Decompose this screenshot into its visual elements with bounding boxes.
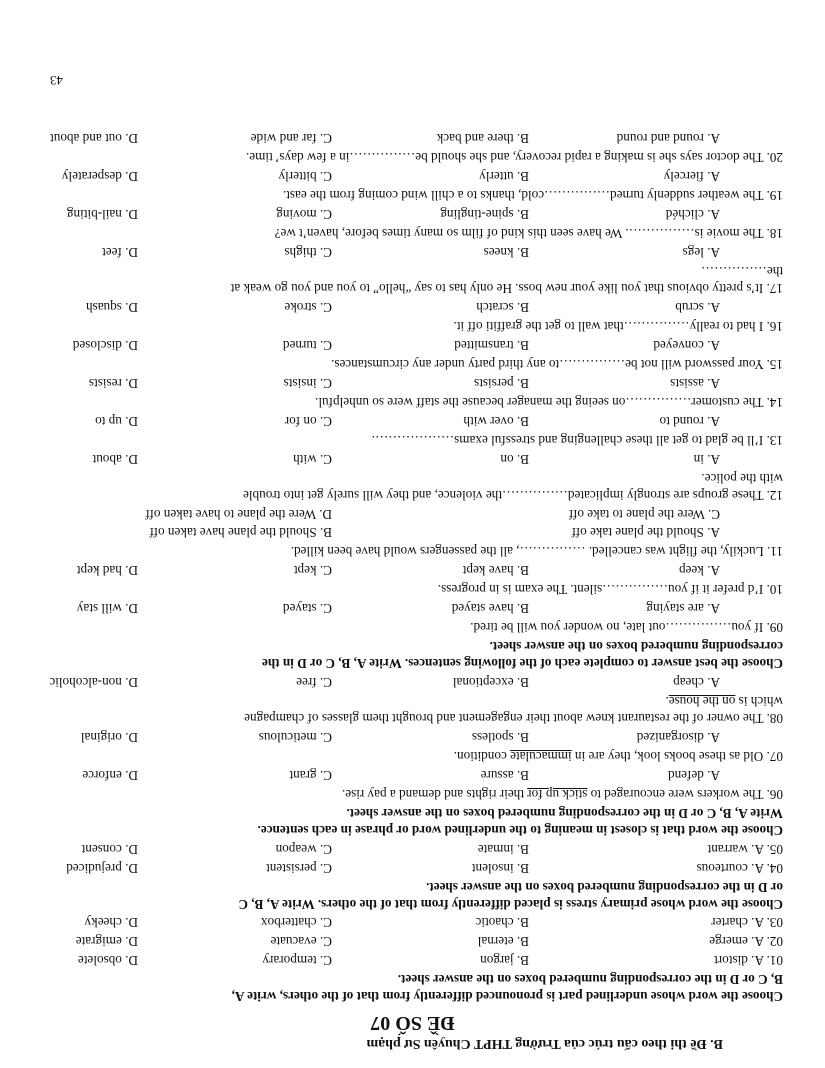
q13-option-b: B. over with (463, 414, 529, 429)
q14-option-c: C. insists (283, 376, 332, 391)
q15-stem: 15. Your password will not be……………to any third party under any circumstances. (331, 357, 783, 372)
section-meaning-instruction: Choose the word that is closest in meaning to the underlined word or phrase in each sentence. (257, 823, 783, 838)
section-meaning-instruction-cont: Write A, B, C or D in the corresponding numbered boxes on the answer sheet. (346, 806, 783, 821)
q15-option-a: A. conveyed (653, 338, 720, 353)
q07-stem: 07. Old as these books look, they are in immaculate condition. (453, 749, 783, 764)
q11-option-a: A. Should the plane take off (571, 525, 720, 540)
q17-stem: 17. It’s pretty obvious that you like your new boss. He only has to say “hello” to you and you go weak at (230, 281, 783, 296)
q18-stem: 18. The movie is……………. We have seen this kind of film so many times before, haven’t we? (274, 226, 783, 241)
q04-option-b: B. insolent (471, 861, 529, 876)
q09-stem: 09. If you……………out late, no wonder you will be tired. (470, 620, 783, 635)
q06-underlined-phrase: stick up for (527, 787, 588, 802)
q18-option-b: B. spine-tingling (440, 207, 529, 222)
section-pronunciation-instruction: Choose the word whose underlined part is pronounced differently from that of the others, write A, (231, 989, 783, 1004)
q19-option-c: C. bitterly (278, 169, 332, 184)
q19-option-b: B. utterly (479, 169, 529, 184)
exam-source: B. Đề thi theo cấu trúc của Trường THPT Chuyên Sư phạm (366, 1036, 723, 1051)
q20-stem: 20. The doctor says she is making a rapid recovery, and she should be……………in a few days’ time. (245, 150, 783, 165)
q10-option-b: B. have kept (462, 563, 529, 578)
q18-option-c: C. moving (276, 207, 332, 222)
q19-stem: 19. The weather suddenly turned……………cold, thanks to a chill wind coming from the east. (282, 188, 783, 203)
q20-option-c: C. far and wide (250, 131, 332, 146)
q10-option-a: A. keep (678, 563, 720, 578)
q08-stem: 08. The owner of the restaurant knew about their engagement and brought them glasses of champagne (244, 711, 783, 726)
page-number: 43 (50, 73, 63, 88)
q10-option-d: D. had kept (76, 563, 138, 578)
q02-option-a: 02. A. emerge (709, 934, 783, 949)
q03-option-c: C. chatterbox (260, 915, 332, 930)
q07-option-b: B. spotless (471, 730, 529, 745)
section-stress-instruction-cont: or D in the corresponding numbered boxes on the answer sheet. (426, 880, 783, 895)
q13-option-a: A. round to (659, 414, 720, 429)
q08-option-d: D. non-alcoholic (49, 675, 138, 690)
q09-option-d: D. will stay (76, 601, 138, 616)
q09-option-c: C. stayed (282, 601, 332, 616)
q18-option-a: A. clichéd (665, 207, 720, 222)
q08-option-c: C. free (296, 675, 332, 690)
q20-option-d: D. out and about (50, 131, 138, 146)
q02-option-d: D. emigrate (75, 934, 138, 949)
q07-option-c: C. meticulous (258, 730, 332, 745)
q17-option-d: D. feet (102, 245, 138, 260)
q05-option-a: 05. A. warrant (707, 842, 783, 857)
q19-option-d: D. desperately (61, 169, 138, 184)
q05-option-d: D. consent (81, 842, 138, 857)
q16-option-b: B. scratch (476, 300, 529, 315)
q12-option-d: D. about (92, 452, 138, 467)
q01-option-d: D. obsolete (77, 953, 138, 968)
q17-stem-cont: the…………… (700, 264, 783, 279)
q17-option-c: C. thighs (284, 245, 332, 260)
q17-option-a: A. legs (682, 245, 720, 260)
q06-option-b: B. assure (480, 768, 529, 783)
q05-option-c: C. weapon (275, 842, 332, 857)
q15-option-c: C. turned (282, 338, 332, 353)
q14-option-a: A. assists (670, 376, 720, 391)
q20-option-a: A. round and round (616, 131, 720, 146)
q16-option-d: D. squash (85, 300, 138, 315)
q17-option-b: B. knees (483, 245, 529, 260)
q14-option-b: B. persists (474, 376, 529, 391)
q14-option-d: D. resists (88, 376, 138, 391)
q07-option-a: A. disorganized (636, 730, 720, 745)
q11-option-b: B. Should the plane have taken off (149, 525, 332, 540)
q09-option-b: B. have stayed (451, 601, 529, 616)
exam-title: ĐỀ SỐ 07 (370, 1012, 455, 1034)
q04-option-d: D. prejudiced (66, 861, 138, 876)
q20-option-b: B. there and back (436, 131, 529, 146)
q05-option-b: B. inmate (477, 842, 529, 857)
q07-underlined-word: immaculate (510, 749, 572, 764)
q03-option-d: D. cheeky (84, 915, 138, 930)
q12-option-c: C. with (293, 452, 332, 467)
q03-option-b: B. chaotic (475, 915, 529, 930)
q14-stem: 14. The customer……………on seeing the manager because the staff were so unhelpful. (315, 395, 783, 410)
q08-option-a: A. cheap (673, 675, 720, 690)
q16-option-a: A. scrub (675, 300, 720, 315)
q15-option-d: D. disclosed (72, 338, 138, 353)
section-stress-instruction: Choose the word whose primary stress is placed differently from that of the others. Write A, B, C (238, 897, 783, 912)
q02-option-c: C. evacuate (270, 934, 332, 949)
q06-option-a: A. defend (668, 768, 720, 783)
q01-option-c: C. temporary (262, 953, 332, 968)
section-pronunciation-instruction-cont: B, C or D in the corresponding numbered boxes on the answer sheet. (397, 972, 783, 987)
q04-option-c: C. persistent (266, 861, 332, 876)
section-complete-instruction-cont: corresponding numbered boxes on the answer sheet. (489, 639, 783, 654)
q10-stem: 10. I’d prefer it if you……………silent. The exam is in progress. (437, 582, 783, 597)
section-complete-instruction: Choose the best answer to complete each of the following sentences. Write A, B, C or D in the (262, 656, 783, 671)
q13-option-d: D. up to (95, 414, 138, 429)
q12-option-a: A. in (693, 452, 720, 467)
q12-option-b: B. on (500, 452, 529, 467)
q18-option-d: D. nail-biting (66, 207, 138, 222)
q08-underlined-phrase: on the house (668, 694, 736, 709)
q06-option-c: C. grant (289, 768, 332, 783)
q06-option-d: D. enforce (82, 768, 138, 783)
q01-option-a: 01. A. distort (714, 953, 783, 968)
q02-option-b: B. eternal (477, 934, 529, 949)
q11-option-c: C. Were the plane to take off (568, 507, 720, 522)
q13-stem: 13. I’ll be glad to get all these challenging and stressful exams………………. (371, 433, 783, 448)
q08-stem-cont: which is on the house. (665, 694, 783, 709)
q09-option-a: A. are staying (646, 601, 720, 616)
q03-option-a: 03. A. charter (711, 915, 783, 930)
q01-option-b: B. jargon (480, 953, 529, 968)
q08-option-b: B. exceptional (452, 675, 529, 690)
q10-option-c: C. kept (293, 563, 332, 578)
q12-stem: 12. These groups are strongly implicated……………the violence, and they will surely get into trouble (243, 488, 783, 503)
q19-option-a: A. fiercely (663, 169, 720, 184)
q11-option-d: D. Were the plane to have taken off (145, 507, 332, 522)
q06-stem: 06. The workers were encouraged to stick up for their rights and demand a pay rise. (341, 787, 783, 802)
q11-stem: 11. Luckily, the flight was cancelled. ……………, all the passengers would have been killed. (290, 544, 783, 559)
q12-stem-cont: with the police. (701, 471, 783, 486)
q07-option-d: D. original (80, 730, 138, 745)
q16-option-c: C. stroke (284, 300, 332, 315)
q16-stem: 16. I had to really……………that wall to get the graffiti off it. (453, 319, 783, 334)
q15-option-b: B. transmitted (454, 338, 529, 353)
q13-option-c: C. on for (284, 414, 332, 429)
q04-option-a: 04. A. courteous (696, 861, 783, 876)
